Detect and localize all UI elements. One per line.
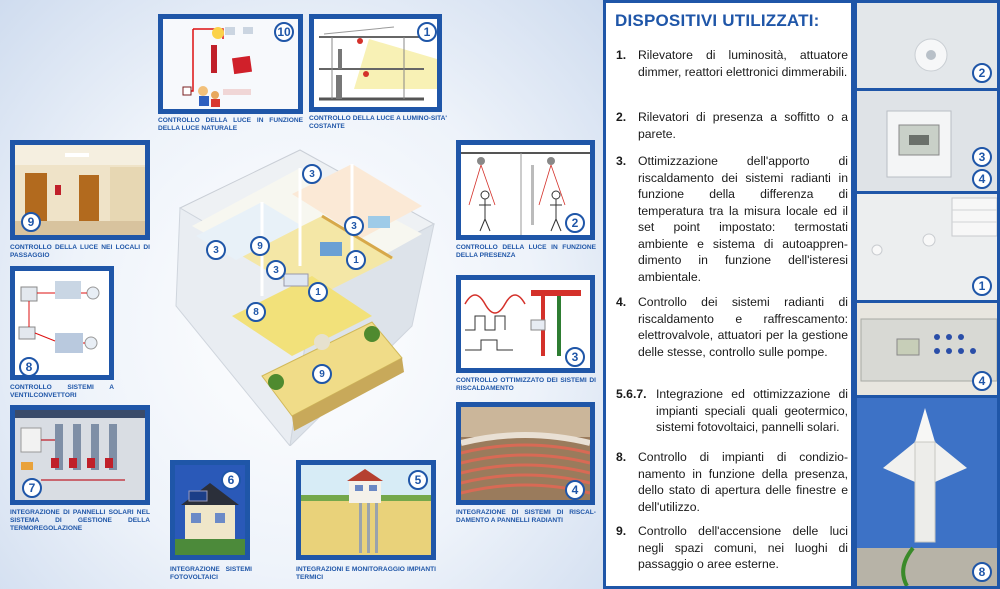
device-item-text: Ottimizzazione dell'apporto di riscaldamento dei sistemi radianti in funzione della differenza di temperatura tra la misura locale ed il set point impostato: termostati ambiente e sistema di autoappren-dimento in funzione dell'isteresi ambientale. — [638, 154, 848, 284]
house-marker-9-bath: 9 — [250, 236, 270, 256]
device-item-number: 1. — [616, 48, 627, 62]
photo-marker: 3 — [972, 147, 992, 167]
devices-panel — [603, 0, 854, 589]
card-10-caption: CONTROLLO DELLA LUCE IN FUNZIONE DELLA LUCE NATURALE — [158, 117, 303, 132]
card-6-caption: INTEGRAZIONE SISTEMI FOTOVOLTAICI — [170, 566, 252, 581]
card-1-number-badge: 1 — [417, 22, 437, 42]
device-item-number: 4. — [616, 295, 627, 309]
photo-marker: 1 — [972, 276, 992, 296]
card-7-number-badge: 7 — [22, 478, 42, 498]
device-item-text: Rilevatore di luminosità, attuatore dimmer, reattori elettronici dimmerabili. — [638, 48, 848, 79]
house-marker-8: 8 — [246, 302, 266, 322]
card-1-caption: CONTROLLO DELLA LUCE A LUMINO-SITA' COSTANTE — [309, 115, 447, 130]
house-marker-3-top: 3 — [302, 164, 322, 184]
photo-ceiling-light-sensor — [857, 3, 997, 88]
card-9-image — [10, 140, 150, 240]
card-1-image — [309, 14, 442, 112]
card-2-number-badge: 2 — [565, 213, 585, 233]
device-item-8 — [616, 449, 848, 515]
house-marker-1-bedroom: 1 — [346, 250, 366, 270]
house-cutaway — [172, 146, 438, 446]
house-marker-9-terrace: 9 — [312, 364, 332, 384]
card-5-image — [296, 460, 436, 560]
device-item-number: 2. — [616, 110, 627, 124]
photo-ceiling-sensors — [857, 194, 997, 300]
device-item-3 — [616, 153, 848, 285]
card-8-image — [10, 266, 114, 380]
card-9-caption: CONTROLLO DELLA LUCE NEI LOCALI DI PASSAGGIO — [10, 244, 150, 259]
card-5-number-badge: 5 — [408, 470, 428, 490]
card-2-image — [456, 140, 595, 240]
device-photo-strip — [854, 0, 1000, 589]
card-10-image — [158, 14, 303, 114]
photo-marker: 4 — [972, 169, 992, 189]
card-4-number-badge: 4 — [565, 480, 585, 500]
card-5-caption: INTEGRAZIONI E MONITORAGGIO IMPIANTI TERMICI — [296, 566, 436, 581]
panel-title: DISPOSITIVI UTILIZZATI: — [615, 11, 820, 30]
photo-marker: 4 — [972, 371, 992, 391]
device-item-9 — [616, 523, 848, 573]
card-3-image — [456, 275, 595, 373]
card-3-number-badge: 3 — [565, 347, 585, 367]
house-cutaway-illustration — [172, 146, 438, 446]
photo-thermostat — [857, 91, 997, 191]
card-2-caption: CONTROLLO DELLA LUCE IN FUNZIONE DELLA PRESENZA — [456, 244, 596, 259]
card-8-caption: CONTROLLO SISTEMI A VENTILCONVETTORI — [10, 384, 114, 399]
card-4-image — [456, 402, 595, 505]
card-8-number-badge: 8 — [19, 357, 39, 377]
photo-marker: 8 — [972, 562, 992, 582]
outdoor-sensor-photo — [857, 398, 997, 586]
device-item-number: 3. — [616, 154, 627, 168]
house-marker-3-center: 3 — [266, 260, 286, 280]
device-item-text: Controllo di impianti di condizio-namento in funzione della presenza, dello stato di apertura delle finestre e dell'utilizzo. — [638, 450, 848, 514]
photo-marker: 2 — [972, 63, 992, 83]
card-7-image — [10, 405, 150, 505]
photo-din-actuators — [857, 303, 997, 395]
card-7-caption: INTEGRAZIONE DI PANNELLI SOLARI NEL SISTEMA DI GESTIONE DELLA TERMOREGOLAZIONE — [10, 509, 150, 532]
device-item-number: 8. — [616, 450, 627, 464]
device-item-text: Integrazione ed ottimizzazione di impianti speciali quali geotermico, sistemi fotovoltaici, pannelli solari. — [656, 387, 848, 434]
card-3-caption: CONTROLLO OTTIMIZZATO DEI SISTEMI DI RISCALDAMENTO — [456, 377, 596, 392]
device-item-number: 5.6.7. — [616, 387, 647, 401]
house-marker-3-right: 3 — [344, 216, 364, 236]
photo-outdoor-sensor — [857, 398, 997, 586]
device-item-2 — [616, 109, 848, 142]
device-item-4 — [616, 294, 848, 360]
card-6-number-badge: 6 — [221, 470, 241, 490]
card-4-caption: INTEGRAZIONE DI SISTEMI DI RISCAL-DAMENTO A PANNELLI RADIANTI — [456, 509, 596, 524]
house-marker-1-living: 1 — [308, 282, 328, 302]
card-6-image — [170, 460, 250, 560]
device-item-number: 9. — [616, 524, 627, 538]
house-marker-3-left: 3 — [206, 240, 226, 260]
device-item-567 — [616, 386, 848, 436]
device-item-text: Rilevatori di presenza a soffitto o a parete. — [638, 110, 848, 141]
device-item-1 — [616, 47, 848, 80]
card-9-number-badge: 9 — [21, 212, 41, 232]
device-item-text: Controllo dell'accensione delle luci negli spazi comuni, nei luoghi di passaggio o aree esterne. — [638, 524, 848, 571]
device-item-text: Controllo dei sistemi radianti di riscaldamento e raffrescamento: elettrovalvole, attuatori per la gestione delle stesse, controllo sulle pompe. — [638, 295, 848, 359]
card-10-number-badge: 10 — [274, 22, 294, 42]
